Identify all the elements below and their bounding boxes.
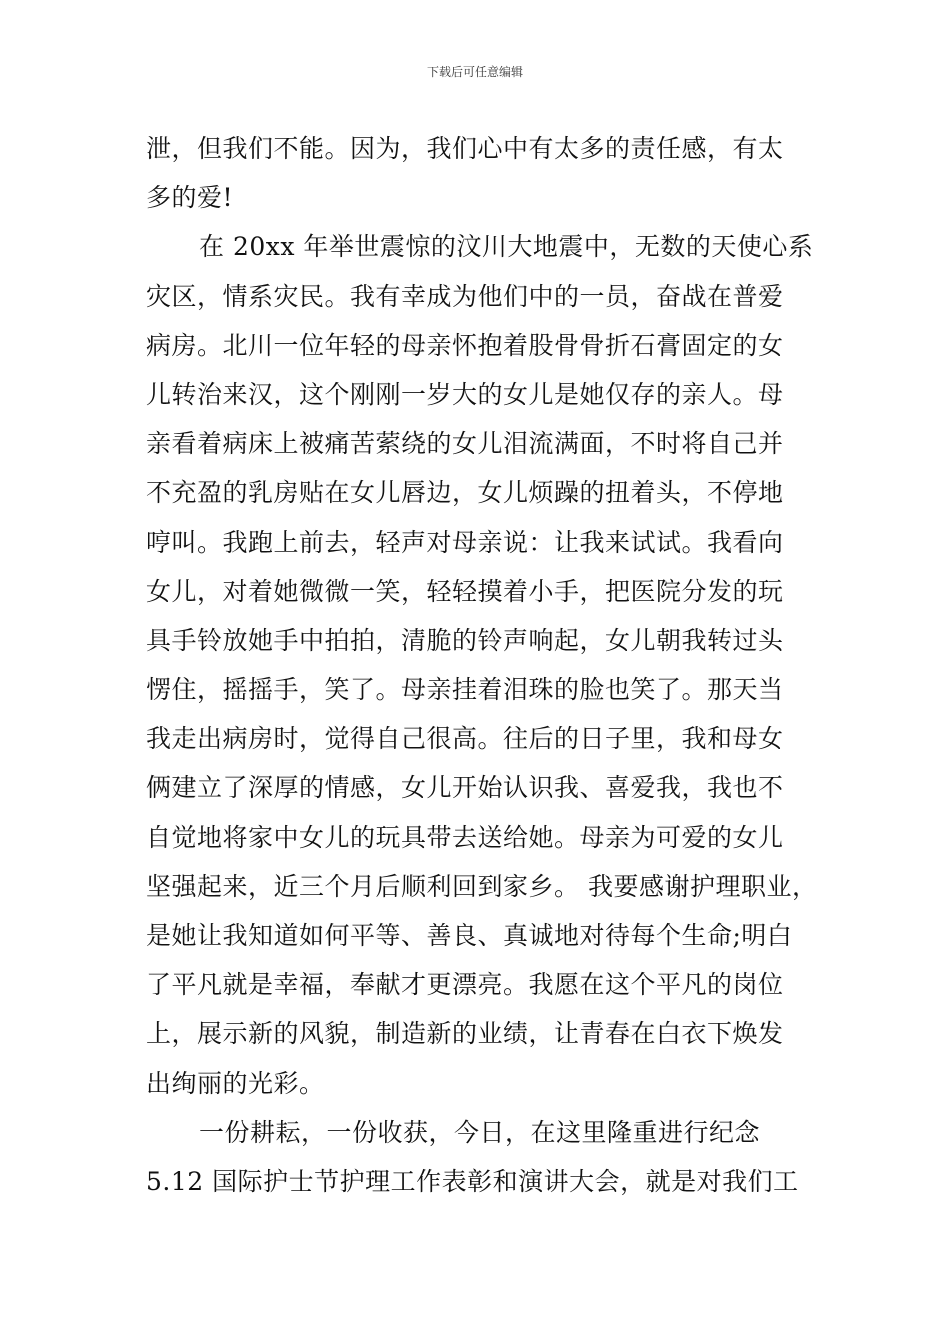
text-line: 俩建立了深厚的情感，女儿开始认识我、喜爱我，我也不 <box>146 773 784 803</box>
text-line: 灾区，情系灾民。我有幸成为他们中的一员，奋战在普爱 <box>146 281 784 311</box>
text-line: 出绚丽的光彩。 <box>146 1068 325 1098</box>
document-body <box>146 124 818 1206</box>
text-line: 病房。北川一位年轻的母亲怀抱着股骨骨折石膏固定的女 <box>146 330 784 360</box>
text-line: 儿转治来汉，这个刚刚一岁大的女儿是她仅存的亲人。母 <box>146 379 784 409</box>
text-line: 愣住，摇摇手，笑了。母亲挂着泪珠的脸也笑了。那天当 <box>146 675 784 705</box>
text-line: 是她让我知道如何平等、善良、真诚地对待每个生命;明白 <box>146 921 793 950</box>
text-line: 不充盈的乳房贴在女儿唇边，女儿烦躁的扭着头，不停地 <box>146 478 784 508</box>
page-header: 下载后可任意编辑 <box>426 65 523 79</box>
text-line: 坚强起来，近三个月后顺利回到家乡。 我要感谢护理职业， <box>146 871 818 901</box>
text-line: 泄，但我们不能。因为，我们心中有太多的责任感，有太 <box>146 134 784 163</box>
paragraph-start-line: 在 20xx 年举世震惊的汶川大地震中，无数的天使心系 <box>199 232 814 262</box>
text-line: 具手铃放她手中拍拍，清脆的铃声响起，女儿朝我转过头 <box>146 625 784 655</box>
text-line: 我走出病房时，觉得自己很高。往后的日子里，我和母女 <box>146 724 784 754</box>
paragraph-start-line: 一份耕耘，一份收获，今日，在这里隆重进行纪念 <box>199 1117 761 1147</box>
text-line: 5.12 国际护士节护理工作表彰和演讲大会，就是对我们工 <box>146 1166 799 1196</box>
text-line: 女儿，对着她微微一笑，轻轻摸着小手，把医院分发的玩 <box>146 576 784 606</box>
text-line: 哼叫。我跑上前去，轻声对母亲说：让我来试试。我看向 <box>146 527 784 557</box>
text-line: 上，展示新的风貌，制造新的业绩，让青春在白衣下焕发 <box>146 1019 784 1049</box>
text-line: 亲看着病床上被痛苦萦绕的女儿泪流满面，不时将自己并 <box>146 429 784 459</box>
text-line: 自觉地将家中女儿的玩具带去送给她。母亲为可爱的女儿 <box>146 822 784 852</box>
text-line: 多的爱! <box>146 183 234 213</box>
text-line: 了平凡就是幸福，奉献才更漂亮。我愿在这个平凡的岗位 <box>146 970 784 1000</box>
